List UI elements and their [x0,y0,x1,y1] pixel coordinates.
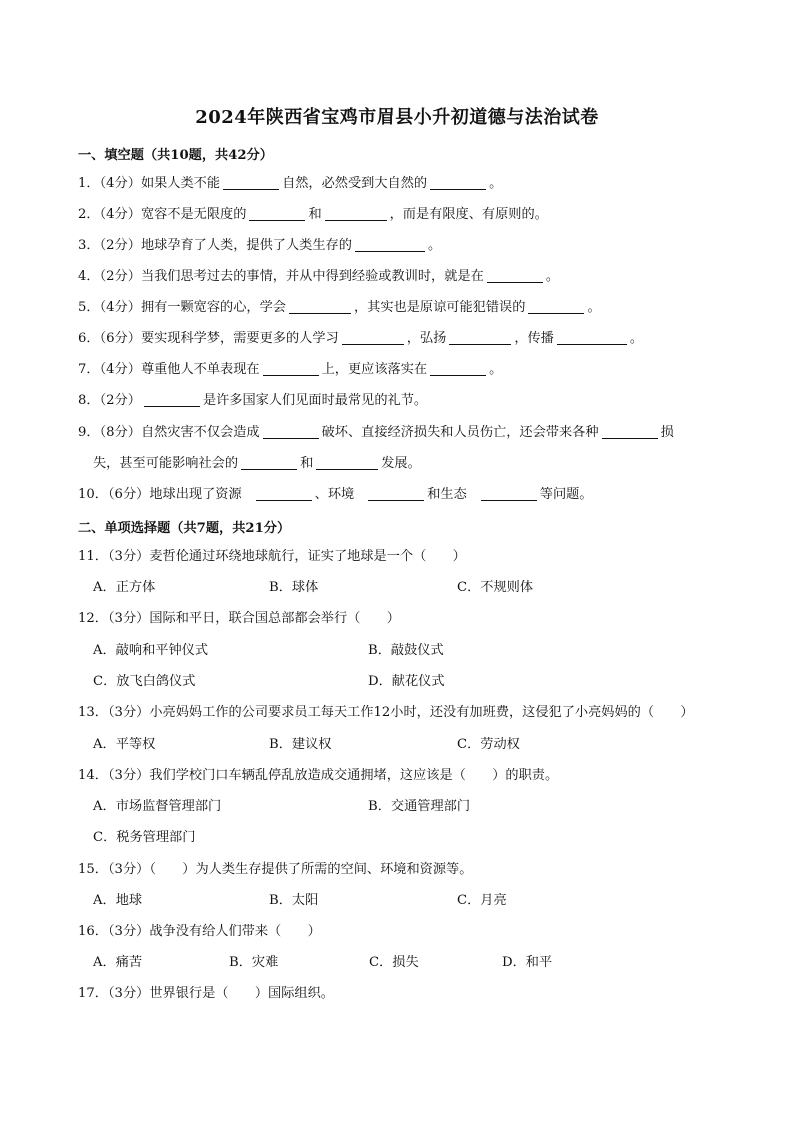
question-number: 8． [78,393,100,408]
answer-blank[interactable] [223,174,279,190]
option-a[interactable]: A．正方体 [93,580,156,595]
option-c[interactable]: C．放飞白鸽仪式 [93,674,196,689]
question-number: 3． [78,238,100,253]
answer-blank[interactable] [487,267,543,283]
question-score: （3分） [107,768,150,783]
answer-blank[interactable] [528,298,584,314]
answer-blank[interactable] [144,391,200,407]
question-score: （8分） [99,425,141,440]
question-11 [78,547,466,567]
answer-blank[interactable] [602,423,658,439]
question-score: （4分） [99,362,141,377]
answer-blank[interactable] [430,360,486,376]
answer-blank[interactable] [316,454,378,470]
option-b[interactable]: B．灾难 [229,955,279,970]
option-d[interactable]: D．献花仪式 [368,674,445,689]
question-number: 2． [78,207,100,222]
question-number: 6． [78,331,100,346]
question-score: （4分） [99,207,141,222]
question-text: 小亮妈妈工作的公司要求员工每天工作12小时，还没有加班费，这侵犯了小亮妈妈的（ ） [149,705,694,720]
question-number: 14． [78,768,108,783]
option-b[interactable]: B．太阳 [269,893,319,908]
section-choice-heading: 二、单项选择题（共7题，共21分） [78,521,291,536]
question-5: 5．（4分）拥有一颗宽容的心，学会 ，其实也是原谅可能犯错误的 。 [78,300,601,315]
question-8: 8．（2分） 是许多国家人们见面时最常见的礼节。 [78,393,428,408]
answer-blank[interactable] [263,423,319,439]
question-score: （3分） [107,924,150,939]
question-number: 17． [78,986,108,1001]
question-number: 9． [78,425,100,440]
question-score: （3分） [107,862,150,877]
option-c[interactable]: C．不规则体 [457,580,534,595]
answer-blank[interactable] [263,360,319,376]
answer-blank[interactable] [368,485,424,501]
question-text: 麦哲伦通过环绕地球航行，证实了地球是一个（ ） [149,549,466,564]
answer-blank[interactable] [355,236,425,252]
option-b[interactable]: B．交通管理部门 [368,799,471,814]
question-score: （2分） [99,269,141,284]
question-14 [78,766,558,786]
exam-title: 2024年陕西省宝鸡市眉县小升初道德与法治试卷 [195,107,599,128]
question-number: 7． [78,362,100,377]
option-b[interactable]: B．球体 [269,580,319,595]
question-1: 1．（4分）如果人类不能 自然，必然受到大自然的 。 [78,176,503,191]
question-number: 12． [78,611,108,626]
option-c[interactable]: C．劳动权 [457,737,520,752]
question-number: 5． [78,300,100,315]
option-a[interactable]: A．敲响和平钟仪式 [93,643,209,658]
option-a[interactable]: A．市场监督管理部门 [93,799,222,814]
question-score: （6分） [107,487,150,502]
question-number: 10． [78,487,108,502]
question-number: 4． [78,269,100,284]
question-17 [78,984,334,1004]
question-score: （3分） [107,705,150,720]
option-c[interactable]: C．损失 [369,955,419,970]
option-a[interactable]: A．平等权 [93,737,156,752]
option-d[interactable]: D．和平 [502,955,553,970]
question-number: 13． [78,705,108,720]
question-10: 10．（6分）地球出现了资源 、环境 和生态 等问题。 [78,487,593,502]
question-score: （3分） [107,549,150,564]
question-text: （ ）为人类生存提供了所需的空间、环境和资源等。 [149,862,473,877]
option-b[interactable]: B．敲鼓仪式 [368,643,444,658]
answer-blank[interactable] [249,205,305,221]
option-c[interactable]: C．税务管理部门 [93,830,196,845]
question-number: 15． [78,862,108,877]
question-3: 3．（2分）地球孕育了人类，提供了人类生存的 。 [78,238,442,253]
question-9-continued: 失，甚至可能影响社会的 和 发展。 [93,456,421,471]
answer-blank[interactable] [430,174,486,190]
question-score: （2分） [99,238,141,253]
question-4: 4．（2分）当我们思考过去的事情，并从中得到经验或教训时，就是在 。 [78,269,559,284]
question-score: （6分） [99,331,141,346]
option-a[interactable]: A．痛苦 [93,955,143,970]
question-text: 世界银行是（ ）国际组织。 [149,986,334,1001]
question-score: （4分） [99,300,141,315]
question-score: （3分） [107,986,150,1001]
question-13 [78,703,694,723]
question-text: 国际和平日，联合国总部都会举行（ ） [149,611,400,626]
question-12 [78,609,400,629]
question-number: 16． [78,924,108,939]
option-c[interactable]: C．月亮 [457,893,507,908]
question-6: 6．（6分）要实现科学梦，需要更多的人学习 ，弘扬 ，传播 。 [78,331,644,346]
answer-blank[interactable] [256,485,312,501]
question-16 [78,922,321,942]
option-b[interactable]: B．建议权 [269,737,332,752]
answer-blank[interactable] [449,329,511,345]
answer-blank[interactable] [481,485,537,501]
question-number: 11． [78,549,108,564]
section-fill-heading: 一、填空题（共10题，共42分） [78,148,273,163]
question-score: （4分） [99,176,141,191]
question-2: 2．（4分）宽容不是无限度的 和 ，而是有限度、有原则的。 [78,207,548,222]
question-text: 我们学校门口车辆乱停乱放造成交通拥堵，这应该是（ ）的职责。 [149,768,559,783]
answer-blank[interactable] [289,298,351,314]
question-text: 战争没有给人们带来（ ） [149,924,321,939]
question-number: 1． [78,176,100,191]
answer-blank[interactable] [342,329,404,345]
question-score: （2分） [99,393,141,408]
option-a[interactable]: A．地球 [93,893,143,908]
answer-blank[interactable] [325,205,387,221]
question-7: 7．（4分）尊重他人不单表现在 上，更应该落实在 。 [78,362,503,377]
question-15 [78,860,472,880]
answer-blank[interactable] [557,329,627,345]
answer-blank[interactable] [241,454,297,470]
question-9: 9．（8分）自然灾害不仅会造成 破坏、直接经济损失和人员伤亡，还会带来各种 损 [78,425,674,440]
question-score: （3分） [107,611,150,626]
